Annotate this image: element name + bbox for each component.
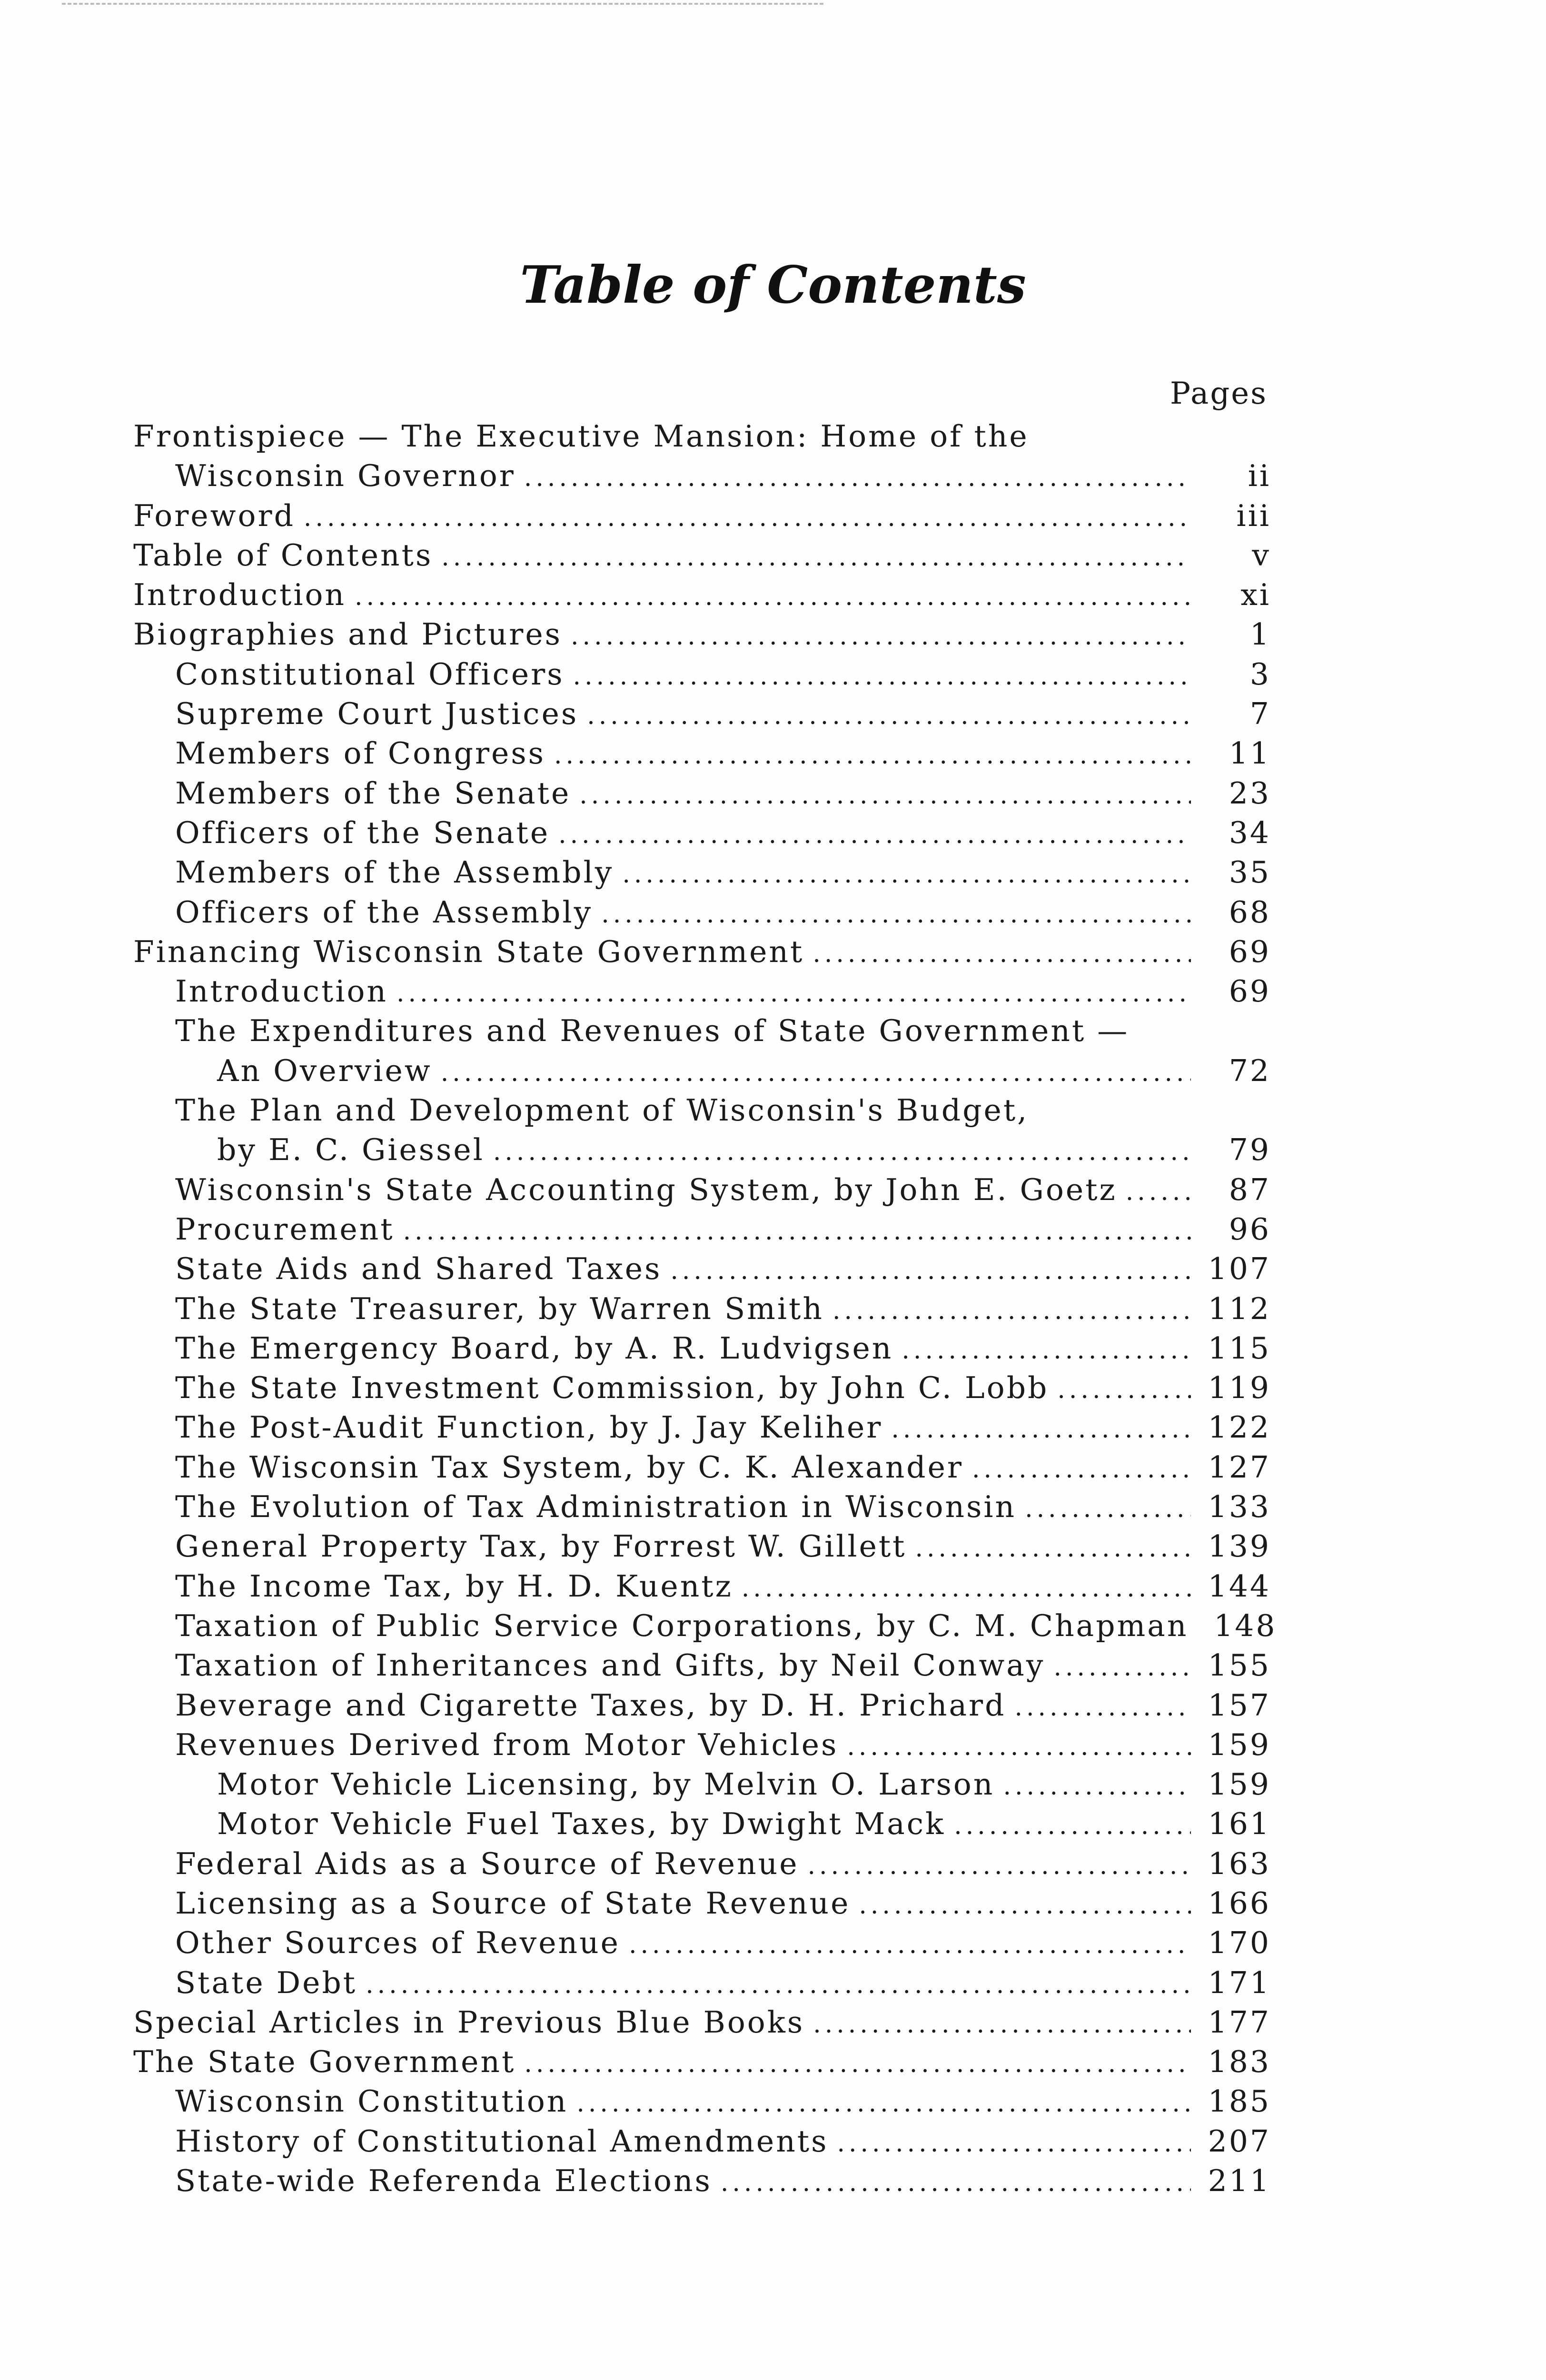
toc-entry-title: The State Treasurer, by Warren Smith	[175, 1291, 824, 1326]
toc-entry-page: 115	[1208, 1330, 1271, 1366]
dot-leader	[304, 498, 1191, 538]
toc-entry-page: 148	[1214, 1608, 1277, 1643]
toc-entry-title: The Evolution of Tax Administration in Wisconsin	[175, 1489, 1017, 1525]
scan-artifact-line	[62, 3, 823, 10]
toc-entry-page: 72	[1229, 1053, 1271, 1088]
dot-leader	[837, 2124, 1191, 2163]
dot-leader	[742, 1569, 1191, 1608]
toc-entry-title: Table of Contents	[133, 537, 433, 573]
dot-leader	[1025, 1489, 1191, 1529]
dot-leader	[493, 1132, 1191, 1172]
toc-entry	[133, 1091, 1271, 1130]
dot-leader	[629, 1925, 1191, 1965]
toc-entry-title: The Post-Audit Function, by J. Jay Keliher	[175, 1410, 883, 1445]
toc-entry	[133, 972, 1271, 1011]
dot-leader	[558, 815, 1191, 855]
toc-entry	[133, 1249, 1271, 1289]
toc-entry-page: 207	[1208, 2123, 1271, 2159]
toc-entry-title: Taxation of Public Service Corporations, by C. M. Chapman	[175, 1608, 1189, 1643]
toc-entry	[133, 1884, 1271, 1923]
toc-entry	[133, 853, 1271, 892]
toc-entry	[133, 1646, 1271, 1685]
toc-entry	[133, 1368, 1271, 1408]
toc-entry-title: State-wide Referenda Elections	[175, 2163, 712, 2199]
dot-leader	[587, 696, 1191, 736]
dot-leader	[891, 1410, 1191, 1449]
pages-column-header: Pages	[1169, 376, 1268, 411]
dot-leader	[813, 2005, 1191, 2044]
toc-entry-page: 112	[1208, 1291, 1271, 1326]
toc-entry-page: ii	[1248, 458, 1271, 494]
toc-entry	[133, 1487, 1271, 1527]
dot-leader	[1015, 1688, 1191, 1727]
dot-leader	[915, 1529, 1191, 1568]
dot-leader	[573, 657, 1191, 696]
toc-entry	[133, 2003, 1271, 2042]
dot-leader	[622, 855, 1191, 894]
toc-entry-title: The Emergency Board, by A. R. Ludvigsen	[175, 1330, 893, 1366]
dot-leader	[579, 776, 1191, 815]
toc-entry-page: 166	[1208, 1885, 1271, 1921]
dot-leader	[859, 1886, 1191, 1925]
page-title: Table of Contents	[520, 255, 1026, 315]
toc-entry-page: 139	[1208, 1529, 1271, 1564]
toc-entry-title: Wisconsin Constitution	[175, 2084, 568, 2119]
toc-entry-title: Foreword	[133, 498, 295, 533]
toc-entry-title: Revenues Derived from Motor Vehicles	[175, 1727, 839, 1762]
toc-entry	[133, 1804, 1271, 1844]
toc-entry	[133, 1963, 1271, 2003]
toc-entry-page: 170	[1208, 1925, 1271, 1961]
toc-entry	[133, 1606, 1277, 1646]
dot-leader	[403, 1212, 1191, 1251]
dot-leader	[832, 1291, 1191, 1331]
dot-leader	[355, 577, 1191, 617]
toc-entry-page: 23	[1229, 775, 1271, 811]
toc-entry	[133, 734, 1271, 773]
toc-entry-page: 11	[1229, 736, 1271, 771]
toc-entry-title: Members of Congress	[175, 736, 545, 771]
toc-entry-page: 107	[1208, 1251, 1271, 1287]
toc-entry-title: The State Investment Commission, by John C. Lobb	[175, 1370, 1049, 1406]
toc-entry-page: 211	[1208, 2163, 1271, 2199]
dot-leader	[554, 736, 1191, 775]
toc-entry-title: General Property Tax, by Forrest W. Gillett	[175, 1529, 907, 1564]
dot-leader	[972, 1450, 1191, 1489]
toc-entry-page: xi	[1240, 577, 1271, 613]
toc-entry-page: 119	[1208, 1370, 1271, 1406]
toc-entry-title: Introduction	[175, 974, 388, 1009]
toc-entry-page: 7	[1249, 696, 1271, 732]
toc-entry-title: Frontispiece — The Executive Mansion: Home of the	[133, 419, 1029, 454]
toc-entry-title: Other Sources of Revenue	[175, 1925, 620, 1961]
toc-entry-page: 96	[1229, 1211, 1271, 1247]
toc-entry	[133, 1725, 1271, 1765]
toc-entry-page: 161	[1208, 1806, 1271, 1842]
toc-entry	[133, 416, 1271, 456]
toc-entry-page: 79	[1229, 1132, 1271, 1168]
toc-entry-title: Federal Aids as a Source of Revenue	[175, 1846, 799, 1881]
toc-entry-page: 144	[1208, 1568, 1271, 1604]
dot-leader	[396, 974, 1191, 1013]
toc-entry-page: 183	[1208, 2044, 1271, 2080]
toc-entry	[133, 813, 1271, 853]
toc-entry-page: 159	[1208, 1727, 1271, 1762]
toc-entry-page: 87	[1229, 1172, 1271, 1207]
toc-entry	[133, 1408, 1271, 1447]
toc-entry-title: Procurement	[175, 1211, 395, 1247]
dot-leader	[847, 1727, 1191, 1767]
toc-entry-title: The State Government	[133, 2044, 516, 2080]
toc-entry-title: State Debt	[175, 1965, 357, 2000]
toc-entry	[133, 1567, 1271, 1606]
toc-entry-title: Licensing as a Source of State Revenue	[175, 1885, 851, 1921]
toc-entry-title: Officers of the Assembly	[175, 894, 593, 930]
toc-entry	[133, 892, 1271, 932]
dot-leader	[571, 617, 1191, 656]
dot-leader	[576, 2084, 1191, 2123]
dot-leader	[813, 934, 1191, 974]
toc-entry-title: Biographies and Pictures	[133, 617, 563, 652]
toc-entry-title: by E. C. Giessel	[217, 1132, 485, 1168]
toc-entry	[133, 1329, 1271, 1368]
toc-entry	[133, 2042, 1271, 2082]
dot-leader	[954, 1806, 1191, 1846]
toc-entry-title: The Expenditures and Revenues of State Government —	[175, 1013, 1130, 1049]
toc-entry-page: 185	[1208, 2084, 1271, 2119]
toc-entry-title: Wisconsin's State Accounting System, by John E. Goetz	[175, 1172, 1117, 1207]
toc-entry	[133, 1210, 1271, 1249]
toc-entry	[133, 1051, 1271, 1091]
toc-entry-page: 155	[1208, 1648, 1271, 1683]
toc-entry-title: The Income Tax, by H. D. Kuentz	[175, 1568, 733, 1604]
toc-entry-page: 157	[1208, 1687, 1271, 1723]
toc-entry	[133, 536, 1271, 575]
toc-entry	[133, 575, 1271, 615]
dot-leader	[1126, 1172, 1191, 1212]
dot-leader	[721, 2163, 1191, 2203]
toc-entry-page: 3	[1249, 656, 1271, 692]
dot-leader	[902, 1331, 1191, 1370]
dot-leader	[1053, 1648, 1191, 1687]
toc-entry-title: Members of the Senate	[175, 775, 571, 811]
toc-entry-page: 133	[1208, 1489, 1271, 1525]
toc-list	[133, 416, 1277, 2201]
toc-entry-page: 69	[1229, 974, 1271, 1009]
dot-leader	[441, 538, 1191, 577]
dot-leader	[524, 458, 1191, 498]
toc-entry-title: The Wisconsin Tax System, by C. K. Alexander	[175, 1449, 964, 1485]
toc-entry-page: iii	[1236, 498, 1271, 533]
toc-entry-page: 171	[1208, 1965, 1271, 2000]
toc-entry-page: 122	[1208, 1410, 1271, 1445]
toc-entry	[133, 1130, 1271, 1170]
toc-entry-page: 177	[1208, 2004, 1271, 2040]
toc-entry-title: State Aids and Shared Taxes	[175, 1251, 662, 1287]
toc-entry-title: History of Constitutional Amendments	[175, 2123, 829, 2159]
toc-entry-title: Supreme Court Justices	[175, 696, 579, 732]
toc-entry	[133, 932, 1271, 972]
toc-entry-page: 68	[1229, 894, 1271, 930]
toc-entry	[133, 2161, 1271, 2201]
toc-entry	[133, 1527, 1271, 1566]
toc-entry-title: Members of the Assembly	[175, 855, 614, 890]
toc-entry-page: 127	[1208, 1449, 1271, 1485]
toc-entry	[133, 615, 1271, 654]
toc-entry	[133, 1686, 1271, 1725]
toc-entry-title: Officers of the Senate	[175, 815, 550, 850]
toc-entry	[133, 456, 1271, 496]
toc-entry	[133, 1448, 1271, 1487]
toc-entry-title: Special Articles in Previous Blue Books	[133, 2004, 805, 2040]
toc-entry-title: Motor Vehicle Licensing, by Melvin O. Larson	[217, 1767, 995, 1802]
toc-entry-page: 34	[1229, 815, 1271, 850]
toc-entry	[133, 1844, 1271, 1884]
toc-entry	[133, 774, 1271, 813]
toc-entry	[133, 1011, 1271, 1051]
toc-entry	[133, 1765, 1271, 1804]
dot-leader	[808, 1846, 1191, 1886]
dot-leader	[670, 1251, 1191, 1291]
toc-entry	[133, 694, 1271, 734]
dot-leader	[1003, 1767, 1191, 1806]
toc-entry-title: Financing Wisconsin State Government	[133, 934, 804, 969]
toc-entry-title: Motor Vehicle Fuel Taxes, by Dwight Mack	[217, 1806, 946, 1842]
toc-entry	[133, 1923, 1271, 1963]
toc-entry-title: Constitutional Officers	[175, 656, 565, 692]
toc-entry	[133, 2082, 1271, 2121]
toc-entry-title: An Overview	[217, 1053, 432, 1088]
dot-leader	[366, 1965, 1191, 2005]
toc-entry	[133, 2122, 1271, 2161]
toc-entry-title: The Plan and Development of Wisconsin's Budget,	[175, 1093, 1029, 1128]
toc-entry	[133, 496, 1271, 536]
toc-entry-title: Introduction	[133, 577, 346, 613]
toc-entry	[133, 654, 1271, 694]
dot-leader	[441, 1053, 1191, 1093]
toc-entry-page: 163	[1208, 1846, 1271, 1881]
toc-entry	[133, 1289, 1271, 1329]
toc-entry-title: Wisconsin Governor	[175, 458, 515, 494]
toc-entry-page: 35	[1229, 855, 1271, 890]
dot-leader	[524, 2044, 1191, 2084]
toc-entry-page: 159	[1208, 1767, 1271, 1802]
dot-leader	[1057, 1370, 1191, 1410]
toc-entry-title: Taxation of Inheritances and Gifts, by Neil Conway	[175, 1648, 1045, 1683]
toc-entry-page: v	[1252, 537, 1271, 573]
toc-entry-title: Beverage and Cigarette Taxes, by D. H. Prichard	[175, 1687, 1006, 1723]
dot-leader	[601, 895, 1191, 934]
toc-entry-page: 1	[1249, 617, 1271, 652]
toc-entry-page: 69	[1229, 934, 1271, 969]
toc-entry	[133, 1170, 1271, 1210]
